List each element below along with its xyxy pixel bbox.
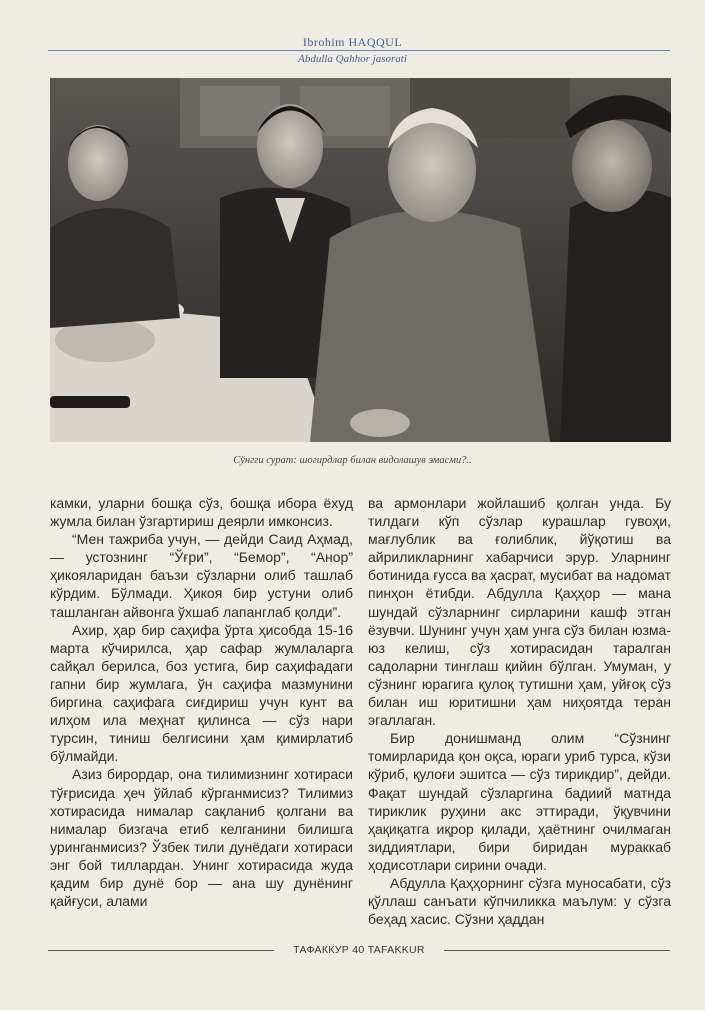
photo-caption: Сўнгги сурат: шогирдлар билан видолашув эмасми?.. xyxy=(233,455,472,466)
header-rule xyxy=(48,50,670,51)
paragraph: “Мен тажриба учун, — дейди Саид Аҳмад, — устознинг “Ўғри”, “Бемор”, “Анор” ҳикояларидан баъзи сўзларни олиб ташлаб кўрдим. Бўлмади. Ҳикоя бир устуни олиб ташланган айвонга ўхшаб лапанглаб қолди”. xyxy=(50,531,353,620)
author-name: Ibrohim HAQQUL xyxy=(302,35,403,49)
paragraph: ва армонлари жойлашиб қолган унда. Бу тилдаги кўп сўзлар курашлар гувоҳи, мағлублик ва ғолиблик, йўқотиш ва айриликларнинг хабарчиси эрур. Уларнинг ботинида ғусса ва ҳасрат, мусибат ва надомат пинҳон ётибди. Абдулла Қаҳҳор — мана шундай сўзларнинг сирларини кашф этган ёзувчи. Шунинг учун ҳам унга сўз билан юзма-юз келиш, сўз хотирасидан таралган садоларни тинглаш қийин бўлган. Умуман, у сўзнинг юрагига қулоқ тутишни ҳам, уйғоқ сўз билан иш юритишни ҳам ниҳоятда теран эгаллаган. xyxy=(368,495,671,729)
footer-text: ТАФАККУР 40 TAFAKKUR xyxy=(293,944,425,956)
page-header xyxy=(0,36,705,65)
paragraph: камки, уларни бошқа сўз, бошқа ибора ёхуд жумла билан ўзгартириш деярли имконсиз. xyxy=(50,495,353,530)
article-subtitle: Abdulla Qahhor jasorati xyxy=(298,53,407,65)
paragraph: Абдулла Қаҳҳорнинг сўзга муносабати, сўз қўллаш санъати кўпчиликка маълум: у сўзга беҳад хасис. Сўзни ҳаддан xyxy=(368,874,671,928)
paragraph: Азиз бирордар, она тилимизнинг хотираси тўғрисида ҳеч ўйлаб кўрганмисиз? Тилимиз хотирасида нималар сақланиб қолгани ва нималар бизгача етиб келганини билишга уринганмисиз? Ўзбек тили дунёдаги хотираси энг бой тиллардан. Унинг хотирасида жуда қадим бир дунё бор — ана шу дунёнинг қайғуси, алами xyxy=(50,766,353,910)
text-column-right xyxy=(368,494,671,928)
footer-rule-right xyxy=(444,950,670,951)
paragraph: Ахир, ҳар бир саҳифа ўрта ҳисобда 15-16 марта кўчирилса, ҳар сафар жумлаларга сайқал берилса, боз устига, бир саҳифадаги гапни бир жумлага, ўн саҳифа мазмунини биргина саҳифага сиғдириш учун кунт ва илҳом ила меҳнат қилинса — сўз нари турсин, тиниш белгисини ҳам қимирлатиб бўлмайди. xyxy=(50,621,353,765)
footer-rule-left xyxy=(48,950,274,951)
page-footer xyxy=(48,943,670,957)
paragraph: Бир донишманд олим “Сўзнинг томирларида қон оқса, юраги уриб турса, кўзи кўриб, қулоғи эшитса — сўз тирикдир”, дейди. Фақат шундай сўзларгина бадиий матнда тириклик руҳини акс эттиради, ўқувчини ҳақиқатга иқрор қилади, ҳаётнинг очилмаган зиддиятлари, бири биридан мураккаб ҳодисотлари сирини очади. xyxy=(368,730,671,873)
group-photo xyxy=(50,78,671,442)
text-column-left xyxy=(50,494,353,910)
